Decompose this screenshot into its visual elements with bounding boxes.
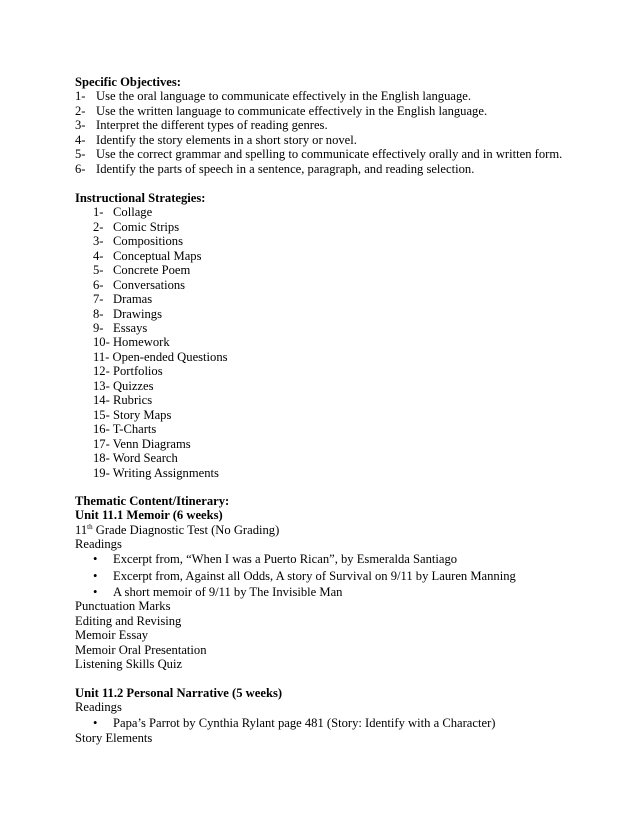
unit-1-topic: Memoir Essay	[75, 628, 149, 642]
reading-item: Excerpt from, Against all Odds, A story of Survival on 9/11 by Lauren Manning	[113, 569, 516, 583]
strategy-item	[93, 408, 171, 423]
strategy-item	[93, 292, 152, 307]
objective-text: Identify the parts of speech in a sentence, paragraph, and reading selection.	[96, 162, 475, 176]
strategy-item	[93, 422, 156, 437]
strategy-number: 13-	[93, 379, 110, 393]
strategy-number: 4-	[93, 249, 104, 263]
strategy-item	[93, 364, 163, 379]
objective-number: 5-	[75, 147, 86, 161]
strategy-number: 6-	[93, 278, 104, 292]
strategy-text: Rubrics	[112, 393, 153, 407]
strategy-text: T-Charts	[112, 422, 157, 436]
specific-objectives-heading: Specific Objectives:	[75, 75, 181, 89]
strategy-text: Collage	[113, 205, 153, 219]
strategy-number: 11-	[93, 350, 110, 364]
unit-2-readings-label: Readings	[75, 700, 122, 714]
strategy-text: Drawings	[113, 307, 162, 321]
strategy-text: Conceptual Maps	[113, 249, 202, 263]
unit-1-topic: Punctuation Marks	[75, 599, 171, 613]
objective-number: 1-	[75, 89, 86, 103]
unit-2-topic: Story Elements	[75, 731, 153, 745]
strategy-number: 18-	[93, 451, 110, 465]
strategy-item	[93, 249, 202, 264]
strategy-text: Venn Diagrams	[112, 437, 191, 451]
objective-text: Use the written language to communicate effectively in the English language.	[96, 104, 488, 118]
strategy-number: 5-	[93, 263, 104, 277]
strategy-item	[93, 393, 152, 408]
unit-2-title: Unit 11.2 Personal Narrative (5 weeks)	[75, 686, 283, 700]
strategy-text: Essays	[113, 321, 148, 335]
strategy-item	[93, 335, 170, 350]
strategy-item	[93, 220, 179, 235]
strategy-item	[93, 307, 162, 322]
objective-text: Interpret the different types of reading genres.	[96, 118, 328, 132]
unit-1-topic: Editing and Revising	[75, 614, 182, 628]
strategy-number: 19-	[93, 466, 110, 480]
strategy-text: Homework	[112, 335, 170, 349]
objective-item	[75, 89, 471, 104]
unit-1-title: Unit 11.1 Memoir (6 weeks)	[75, 508, 223, 522]
unit-1-topic: Listening Skills Quiz	[75, 657, 183, 671]
strategy-number: 3-	[93, 234, 104, 248]
strategy-text: Word Search	[112, 451, 178, 465]
bullet-icon: •	[93, 552, 98, 566]
strategy-text: Story Maps	[112, 408, 172, 422]
reading-item: Excerpt from, “When I was a Puerto Rican”, by Esmeralda Santiago	[113, 552, 458, 566]
strategy-item	[93, 234, 183, 249]
strategy-text: Dramas	[113, 292, 153, 306]
objective-text: Use the correct grammar and spelling to communicate effectively orally and in written form.	[96, 147, 563, 161]
strategy-text: Concrete Poem	[113, 263, 191, 277]
unit-1-topic: Memoir Oral Presentation	[75, 643, 207, 657]
strategy-item	[93, 466, 219, 481]
strategy-text: Comic Strips	[113, 220, 180, 234]
strategy-number: 10-	[93, 335, 110, 349]
strategy-number: 15-	[93, 408, 110, 422]
strategy-number: 8-	[93, 307, 104, 321]
strategy-text: Open-ended Questions	[112, 350, 228, 364]
objective-number: 4-	[75, 133, 86, 147]
strategy-number: 7-	[93, 292, 104, 306]
reading-item: Papa’s Parrot by Cynthia Rylant page 481 (Story: Identify with a Character)	[113, 716, 496, 730]
reading-item: A short memoir of 9/11 by The Invisible Man	[113, 585, 343, 599]
objective-item	[75, 162, 474, 177]
objective-item	[75, 147, 562, 162]
bullet-icon: •	[93, 716, 98, 730]
strategy-item	[93, 379, 154, 394]
strategy-number: 17-	[93, 437, 110, 451]
strategy-text: Conversations	[113, 278, 186, 292]
strategy-number: 14-	[93, 393, 110, 407]
diagnostic-grade-suffix: th	[87, 523, 93, 531]
instructional-strategies-heading: Instructional Strategies:	[75, 191, 206, 205]
objective-item	[75, 104, 487, 119]
strategy-item	[93, 350, 228, 365]
diagnostic-test-line	[75, 523, 279, 538]
strategy-number: 1-	[93, 205, 104, 219]
strategy-item	[93, 321, 147, 336]
strategy-text: Quizzes	[112, 379, 154, 393]
objective-number: 3-	[75, 118, 86, 132]
strategy-text: Portfolios	[112, 364, 163, 378]
bullet-icon: •	[93, 569, 98, 583]
thematic-content-heading: Thematic Content/Itinerary:	[75, 494, 230, 508]
bullet-icon: •	[93, 585, 98, 599]
strategy-number: 12-	[93, 364, 110, 378]
strategy-number: 9-	[93, 321, 104, 335]
objective-number: 6-	[75, 162, 86, 176]
strategy-number: 16-	[93, 422, 110, 436]
objective-item	[75, 133, 357, 148]
diagnostic-test-text: Grade Diagnostic Test (No Grading)	[92, 523, 280, 537]
objective-text: Use the oral language to communicate effectively in the English language.	[96, 89, 472, 103]
strategy-item	[93, 437, 191, 452]
strategy-number: 2-	[93, 220, 104, 234]
objective-number: 2-	[75, 104, 86, 118]
strategy-item	[93, 263, 190, 278]
objective-item	[75, 118, 328, 133]
objective-text: Identify the story elements in a short story or novel.	[96, 133, 357, 147]
unit-1-readings-label: Readings	[75, 537, 122, 551]
strategy-text: Compositions	[113, 234, 183, 248]
strategy-item	[93, 451, 178, 466]
strategy-item	[93, 278, 185, 293]
diagnostic-grade-number: 11	[75, 523, 88, 537]
strategy-item	[93, 205, 152, 220]
strategy-text: Writing Assignments	[112, 466, 219, 480]
